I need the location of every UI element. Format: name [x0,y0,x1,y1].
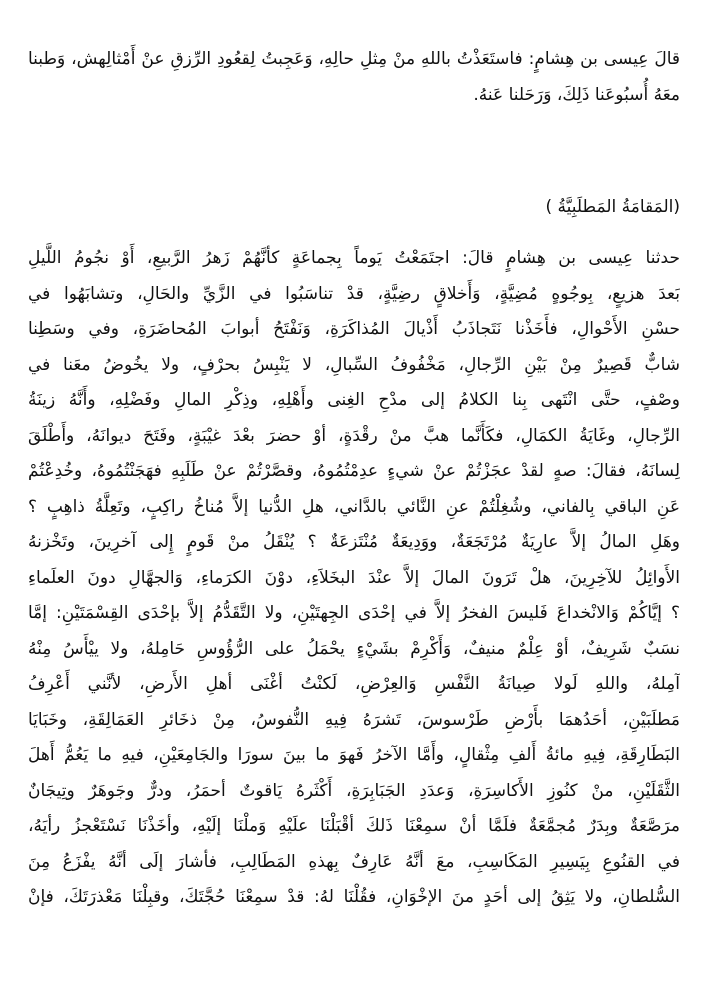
paragraph-line: مَطلَبَيْنِ، أحَدُهمَا بأَرْضِ طَرْسوسَ، تَشرَهُ فِيهِ النُّفوسُ، مِنْ ذخَائرِ العَمَالِقَةِ، وخَبَايَا [28,709,680,730]
intro-paragraph: قالَ عِيسى بن هِشامٍ: فاستَعَذْتُ باللهِ منْ مِثلِ حالِهِ، وَعَجِبتُ لِقعُودِ الرِّزقِ عنْ أَمْثالِهش، وَطبنا معَهُ أُسبُوعَنا ذَلِكَ، وَرَحَلنا عَنهُ. [28,49,680,105]
paragraph-line: ؟ إيَّاكُمْ وَالانْخداعَ فَليسَ الفخرُ إلاَّ في إحْدَى الجِهتَيْنِ، ولا التَّقَدُّمُ إلاَّ بإحْدَى القِسْمَتَيْنِ: إمَّا [28,603,680,623]
paragraph-line: حسْنِ الأَحْوالِ، فأَخَذْنا نَتَجاذَبُ أَذْيالَ المُذاكَرَةِ، وَنَفْتَحُ أبوابَ المُحاضَرَةِ، وفي وسَطِنا [28,319,680,339]
paragraph-line: حدثنا عِيسى بن هِشامٍ قالَ: اجتَمَعْتُ يَوماً بِجماعَةٍ كأنَّهُمْ زَهرُ الرَّبيعِ، أَوْ نجُومُ اللَّيلِ [28,248,680,268]
paragraph-line: السُّلطانِ، ولا يَثِقُ إلى أحَدٍ منَ الإخْوَانِ، فقُلْنَا لهُ: قدْ سمِعْنَا حُجَّتَكَ، وقبِلْنَا مَعْذرَتَكَ، فإنْ [28,887,680,907]
paragraph-line: الثَّقَلَيْنِ، منْ كنُوزِ الأَكاسِرَةِ، وَعدَدِ الجَبَابِرَةِ، أَكْثَرهُ يَاقوتٌ أحمَرُ، ودرٌّ وجَوهَرٌ وتِيجَانٌ [28,780,680,801]
paragraph-line: شابٌّ قَصِيرٌ مِنْ بَيْنِ الرِّجالِ، مَخْفُوفُ السِّبالِ، لا يَنْبِسُ بحرْفٍ، ولا يخُوضُ معَنا في [28,354,680,375]
paragraph-line: وهَلِ المالُ إلاَّ عارِيَةٌ مُرْتَجَعَةٌ، ووَدِيعَةٌ مُنْتَزعَةٌ ؟ يُنْقَلُ منْ قَومٍ إِلى آخرِينَ، وتَخْزنهُ [28,532,680,552]
paragraph-line: لِسانَهُ، فقالَ: صهٍ لقدْ عجَزْتُمْ عنْ شيءٍ عدِمْتُمُوهُ، وقصَّرْتُمْ عنْ طَلَبِهِ فهَجَنْتُمُوهُ، وخُدِعْتُمْ [28,461,680,481]
paragraph-line: عَنِ الباقي بِالفاني، وشُغِلْتُمْ عنِ النَّائي بالدَّاني، هلِ الدُّنيا إلاَّ مُناخُ راكِبٍ، وتَعِلَّةُ ذاهِبٍ ؟ [28,496,680,517]
paragraph-line: الأَوائِلُ للآخِرِينَ، هلْ تَرَونَ المالَ إلاَّ عنْدَ البخَلاَءِ، دوْنَ الكرَماءِ، وَالجهَّالِ دونَ العلَماءِ [28,567,680,588]
paragraph-line: في القنُوعِ بِيَسِيرِ المَكَاسِبِ، معَ أنَّهُ عَارِفٌ بِهذهِ المَطَالِبِ، فأشارَ إلَى أنَّهُ يفْزَعُ مِنَ [28,851,680,872]
main-paragraph [28,241,680,916]
paragraph-line: وصْفٍ، حتَّى انْتَهى بِنا الكلامُ إلى مدْحِ الغِنى وأَهْلِهِ، وذِكْرِ المالِ وفَضْلِهِ، وأَنَّهُ زينَةُ [28,390,680,410]
paragraph-line: آمِلهُ، واللهِ لَولا صِيانَةُ النَّفْسِ وَالعِرْضِ، لَكنْتُ أغْنَى أهلِ الأَرضِ، لأنَّني أَعْرِفُ [28,674,680,694]
maqama-heading: (المَقامَةُ المَطلَبِيَّةُ ) [545,197,680,217]
paragraph-line: الرِّجالِ، وغَايَةُ الكمَالِ، فكَأَنَّما هبَّ منْ رقْدَةٍ، أوْ حضرَ بعْدَ غيْبَةٍ، وفَتَحَ ديوانَهُ، وأَطْلَقَ [28,425,680,446]
paragraph-line: مرَصَّعَةٌ وبِدَرٌ مُجمَّعَةٌ فلَمَّا أنْ سمِعْنَا ذَلكَ أقْبَلْنَا علَيْهِ وَملْنَا إلَيْهِ، وأخَذْنَا نَسْتَعْجزُ رأيَهُ، [28,816,680,836]
paragraph-line: بَعدَ هزيعٍ، بِوجُوهٍ مُضِيَّةٍ، وَأَخلاقٍ رضِيَّةٍ، قدْ تناسَبُوا في الزَّيِّ والحَالِ، وتشابَهُوا في [28,283,680,304]
paragraph-line: البَطَارِقَةِ، فِيهِ مائةُ أَلفِ مِثْقالٍ، وأَمَّا الآخرُ فَهوَ ما بينَ سورَا والجَامِعَيْنِ، فيهِ ما يَعُمُّ أَهلَ [28,745,680,765]
paragraph-line: نسَبٌ شَرِيفٌ، أوْ عِلْمٌ منيفٌ، وَأَكْرِمْ بشَيْءٍ يحْمَلُ على الرُّؤُوسِ حَامِلهُ، ولا ييْأَسُ مِنْهُ [28,638,680,659]
